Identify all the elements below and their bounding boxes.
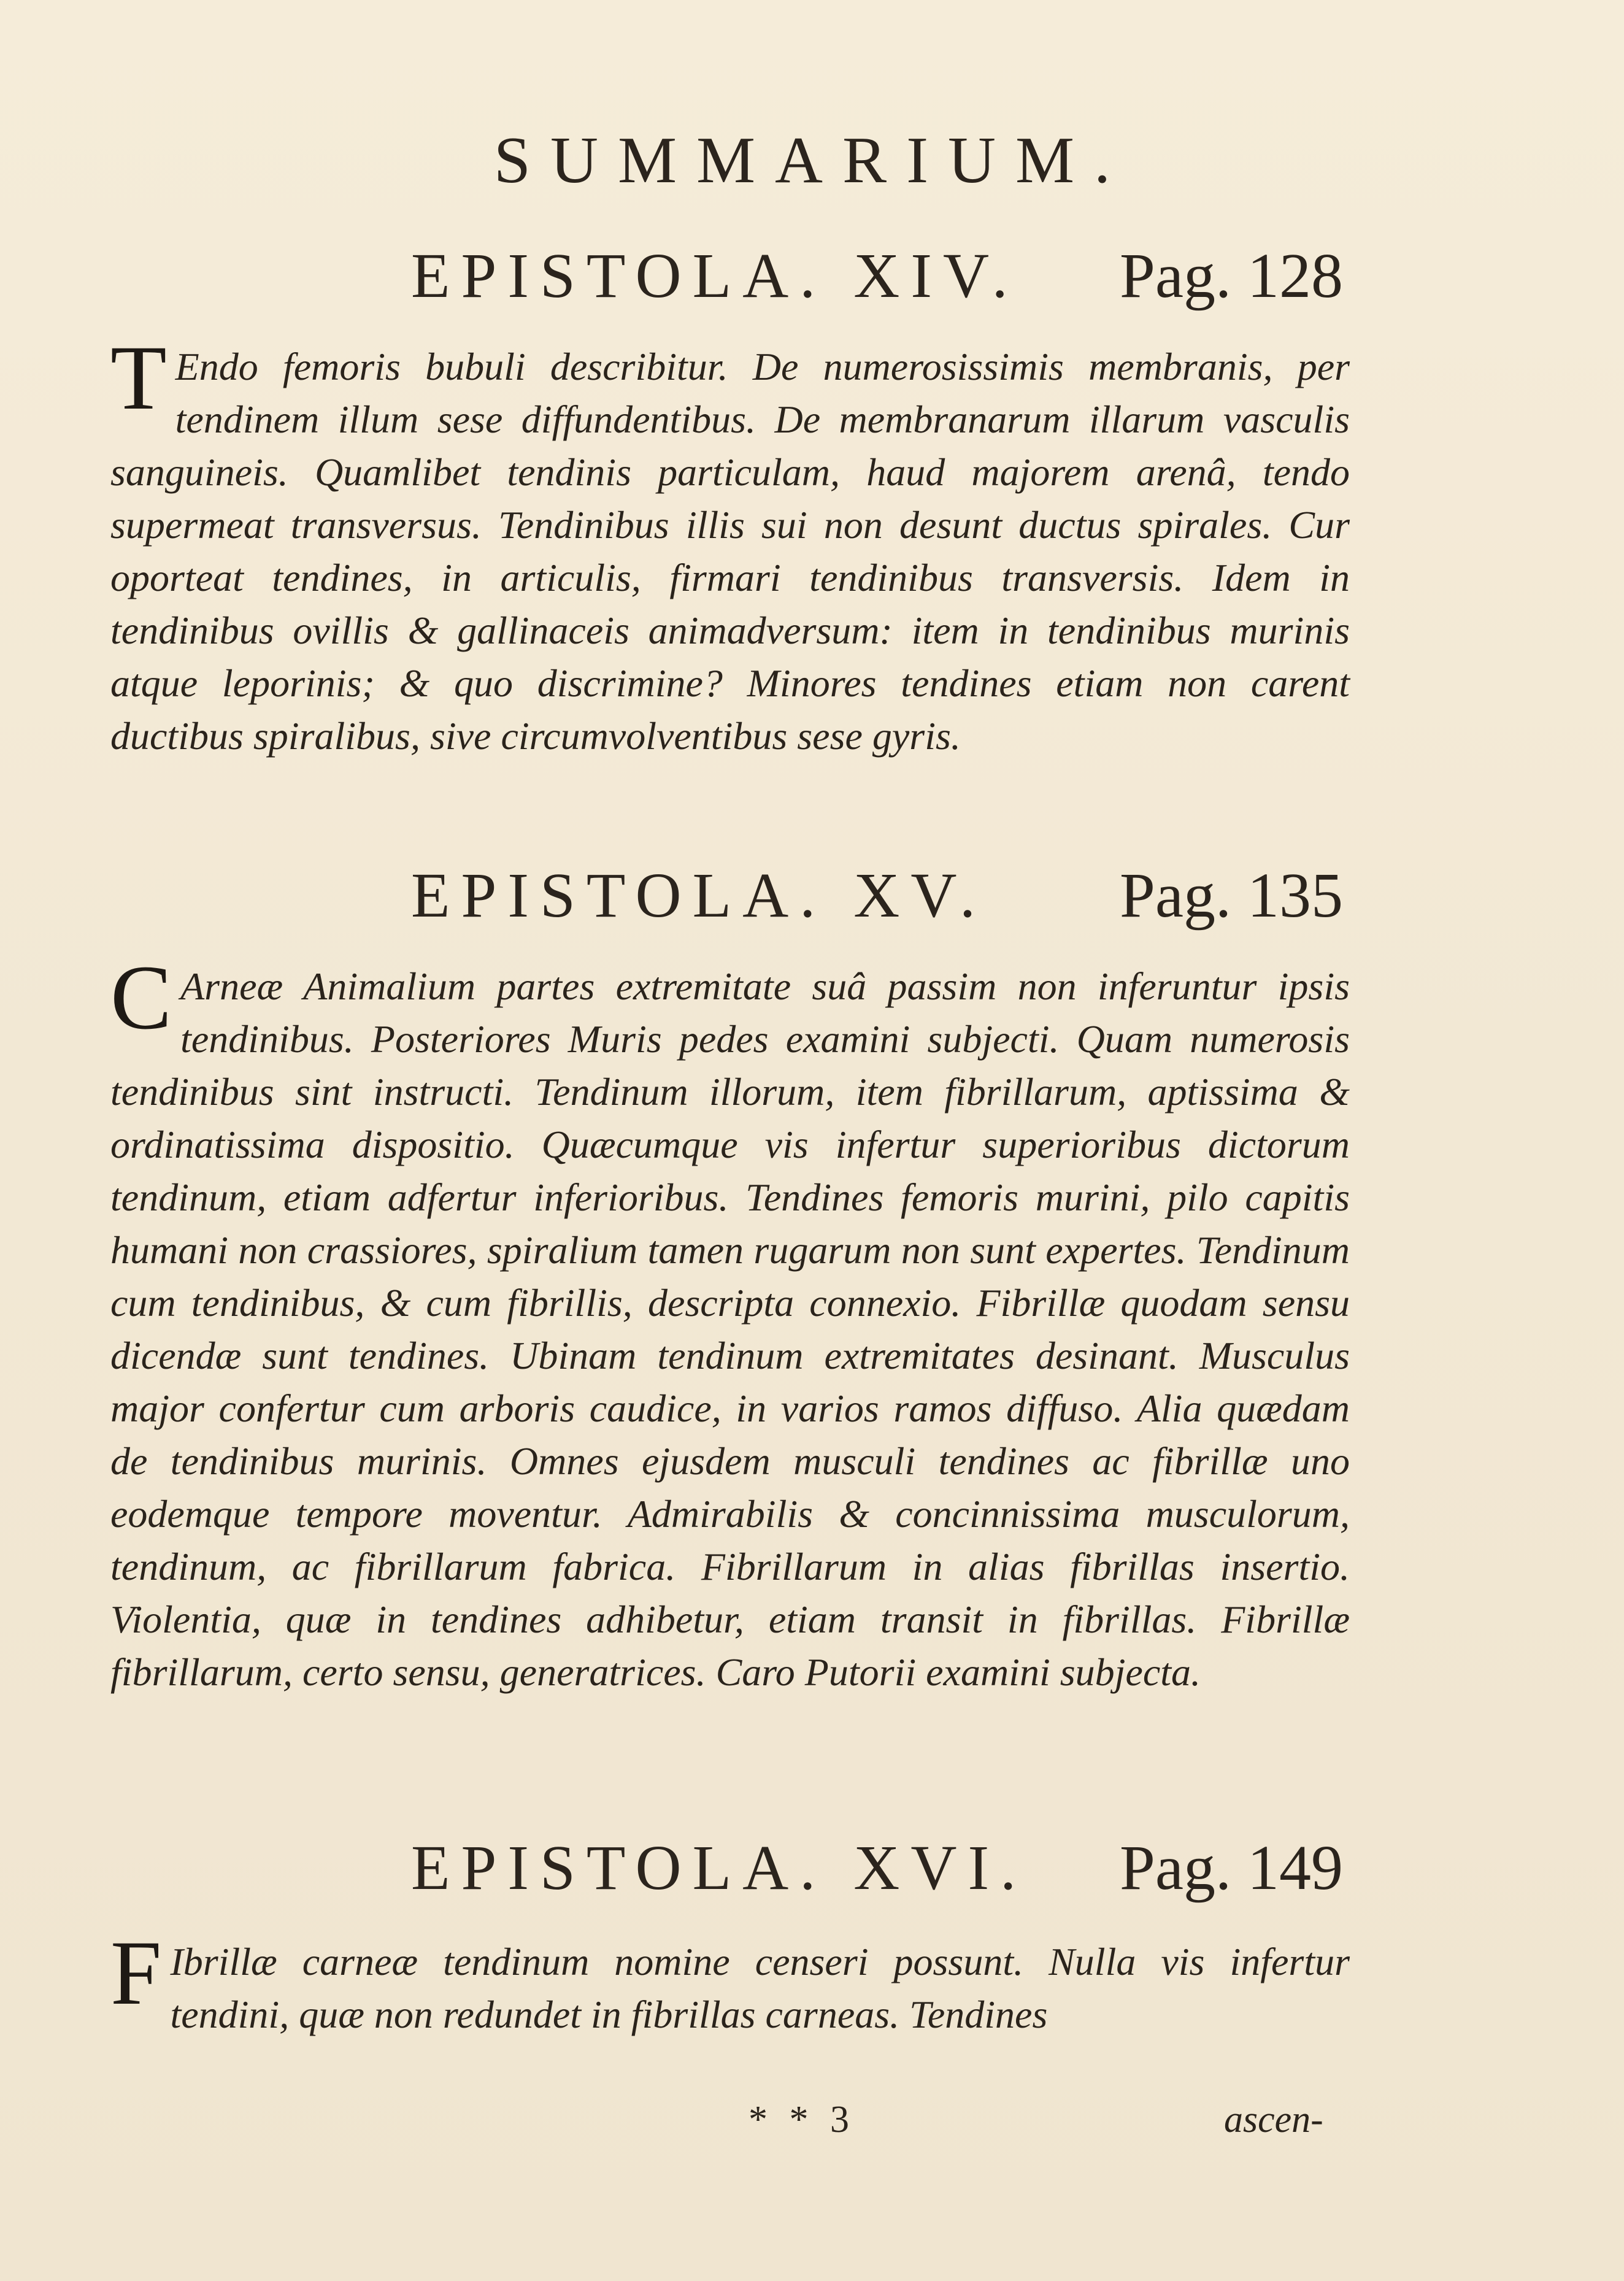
page-title: SUMMARIUM. (493, 124, 1131, 197)
epistola-heading-xiv (0, 239, 1624, 331)
dropcap: T (110, 327, 167, 429)
epistola-title: EPISTOLA. XIV. (411, 240, 1019, 311)
summary-text: Endo femoris bubuli describitur. De numerosissimis membranis, per tendinem illum sese diffundentibus. De membranarum illarum vasculis sanguineis. Quamlibet tendinis particulam, haud majorem arenâ, tendo supermeat transversus. Tendinibus illis sui non desunt ductus spirales. Cur oporteat tendines, in articulis, firmari tendinibus transversis. Idem in tendinibus ovillis & gallinaceis animadversum: item in tendinibus murinis atque leporinis; & quo discrimine? Minores tendines etiam non carent ductibus spiralibus, sive circumvolventibus sese gyris. (110, 345, 1350, 758)
page-reference: Pag. 135 (1120, 860, 1343, 931)
summary-paragraph (110, 947, 1350, 1699)
epistola-heading-xvi (0, 1831, 1624, 1923)
summary-text: Arneæ Animalium partes extremitate suâ passim non inferuntur ipsis tendinibus. Posteriores Muris pedes examini subjecti. Quam numerosis tendinibus sint instructi. Tendinum illorum, item fibrillarum, aptissima & ordinatissima dispositio. Quæcumque vis infertur superioribus dictorum tendinum, etiam adfertur inferioribus. Tendines femoris murini, pilo capitis humani non crassiores, spiralium tamen rugarum non sunt expertes. Tendinum cum tendinibus, & cum fibrillis, descripta connexio. Fibrillæ quodam sensu dicendæ sunt tendines. Ubinam tendinum extremitates desinant. Musculus major confertur cum arboris caudice, in varios ramos diffuso. Alia quædam de tendinibus murinis. Omnes ejusdem musculi tendines ac fibrillæ uno eodemque tempore moventur. Admirabilis & concinnissima musculorum, tendinum, ac fibrillarum fabrica. Fibrillarum in alias fibrillas insertio. Violentia, quæ in tendines adhibetur, etiam transit in fibrillas. Fibrillæ fibrillarum, certo sensu, generatrices. Caro Putorii examini subjecta. (110, 964, 1350, 1694)
section-summary-xv (110, 947, 1350, 1699)
dropcap: F (110, 1922, 162, 2024)
signature-mark: * * 3 (749, 2099, 855, 2141)
page-reference: Pag. 149 (1120, 1833, 1343, 1903)
epistola-title: EPISTOLA. XV. (411, 860, 987, 931)
epistola-title: EPISTOLA. XVI. (411, 1833, 1028, 1903)
section-summary-xiv (110, 327, 1350, 763)
summary-paragraph (110, 1922, 1350, 2041)
epistola-heading-xv (0, 859, 1624, 951)
summary-text: Ibrillæ carneæ tendinum nomine censeri possunt. Nulla vis infertur tendini, quæ non redundet in fibrillas carneas. Tendines (170, 1940, 1350, 2036)
dropcap: C (110, 947, 172, 1048)
summary-paragraph (110, 327, 1350, 763)
section-summary-xvi (110, 1922, 1350, 2041)
page-reference: Pag. 128 (1120, 240, 1343, 311)
catchword: ascen- (1224, 2099, 1323, 2141)
